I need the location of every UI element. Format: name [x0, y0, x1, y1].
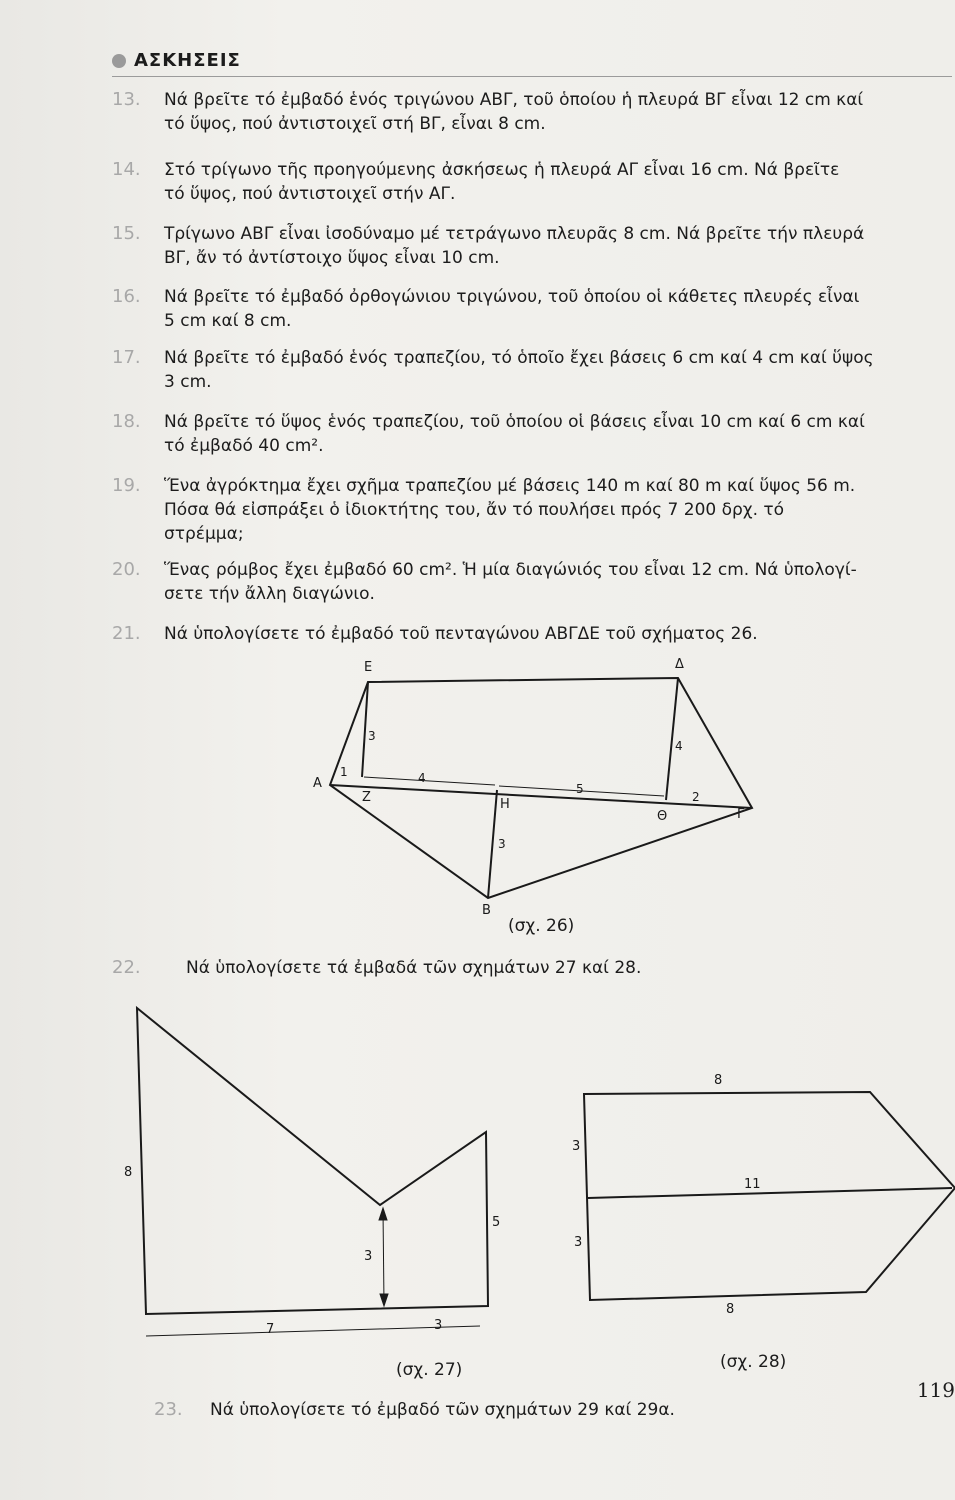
- dim-27-right: 5: [492, 1215, 501, 1230]
- exercise-number: 15.: [112, 223, 141, 244]
- exercise-number: 23.: [154, 1399, 183, 1420]
- arrow-up-icon: [379, 1208, 387, 1220]
- section-title: ΑΣΚΗΣΕΙΣ: [134, 50, 241, 71]
- exercise-line: ΒΓ, ἄν τό ἀντίστοιχο ὕψος εἶναι 10 cm.: [164, 248, 500, 268]
- page-number: 119: [916, 1378, 955, 1402]
- exercise-line: Νά ὑπολογίσετε τό ἐμβαδό τῶν σχημάτων 29 καί 29α.: [210, 1400, 675, 1420]
- point-label-th: Θ: [657, 809, 668, 824]
- exercise-line: Νά βρεῖτε τό ἐμβαδό ὀρθογώνιου τριγώνου, τοῦ ὁποίου οἱ κάθετες πλευρές εἶναι: [164, 287, 860, 307]
- exercise-line: Νά βρεῖτε τό ὕψος ἑνός τραπεζίου, τοῦ ὁποίου οἱ βάσεις εἶναι 10 cm καί 6 cm καί: [164, 412, 865, 432]
- exercise-number: 16.: [112, 286, 141, 307]
- figure-27-caption: (σχ. 27): [396, 1360, 463, 1380]
- exercise-number: 18.: [112, 411, 141, 432]
- figure-28-caption: (σχ. 28): [720, 1352, 787, 1372]
- exercise-line: Ἕνα ἀγρόκτημα ἔχει σχῆμα τραπεζίου μέ βάσεις 140 m καί 80 m καί ὕψος 56 m.: [164, 476, 856, 496]
- exercise-number: 14.: [112, 159, 141, 180]
- dim-hth: 5: [576, 782, 584, 796]
- point-label-g: Γ: [737, 807, 745, 822]
- dim-27-inner: 3: [364, 1249, 373, 1264]
- dim-27-left: 8: [124, 1165, 133, 1180]
- exercise-line: Νά βρεῖτε τό ἐμβαδό ἑνός τραπεζίου, τό ὁποῖο ἔχει βάσεις 6 cm καί 4 cm καί ὕψος: [164, 348, 874, 368]
- exercise-number: 19.: [112, 475, 141, 496]
- exercise-line: στρέμμα;: [164, 524, 244, 544]
- point-label-z: Ζ: [362, 790, 371, 805]
- dim-27-bottom-left: 7: [266, 1322, 275, 1337]
- exercise-line: τό ὕψος, πού ἀντιστοιχεῖ στή ΒΓ, εἶναι 8 cm.: [164, 114, 546, 134]
- point-label-a: Α: [313, 776, 322, 791]
- dim-line-27-bottom: [146, 1326, 480, 1336]
- exercise-line: 3 cm.: [164, 372, 212, 392]
- exercise-number: 22.: [112, 957, 141, 978]
- dim-thg: 2: [692, 790, 700, 804]
- dim-28-top: 8: [714, 1073, 723, 1088]
- dim-line-27-inner: [383, 1210, 384, 1304]
- exercise-line: Νά βρεῖτε τό ἐμβαδό ἑνός τριγώνου ΑΒΓ, τοῦ ὁποίου ἡ πλευρά ΒΓ εἶναι 12 cm καί: [164, 90, 864, 110]
- point-label-d: Δ: [675, 657, 684, 672]
- dim-zh: 4: [418, 771, 426, 785]
- point-label-e: Ε: [364, 660, 373, 675]
- figure-28-midline: [588, 1188, 952, 1198]
- exercise-line: Ἕνας ρόμβος ἔχει ἐμβαδό 60 cm². Ἡ μία διαγώνιός του εἶναι 12 cm. Νά ὑπολογί-: [164, 560, 857, 580]
- exercise-line: Νά ὑπολογίσετε τά ἐμβαδά τῶν σχημάτων 27 καί 28.: [186, 958, 642, 978]
- exercise-line: τό ἐμβαδό 40 cm².: [164, 436, 324, 456]
- exercise-line: Στό τρίγωνο τῆς προηγούμενης ἀσκήσεως ἡ πλευρά ΑΓ εἶναι 16 cm. Νά βρεῖτε: [164, 160, 840, 180]
- figure-26-caption: (σχ. 26): [508, 916, 575, 936]
- dim-28-middle: 11: [744, 1177, 761, 1192]
- exercise-23: [112, 1398, 942, 1422]
- point-label-b: Β: [482, 903, 491, 918]
- dim-hb: 3: [498, 837, 506, 851]
- exercise-number: 13.: [112, 89, 141, 110]
- exercise-line: 5 cm καί 8 cm.: [164, 311, 292, 331]
- exercise-line: σετε τήν ἄλλη διαγώνιο.: [164, 584, 375, 604]
- dim-28-bottom: 8: [726, 1302, 735, 1317]
- exercise-line: Νά ὑπολογίσετε τό ἐμβαδό τοῦ πενταγώνου ΑΒΓΔΕ τοῦ σχήματος 26.: [164, 624, 758, 644]
- exercise-number: 17.: [112, 347, 141, 368]
- dim-27-bottom-right: 3: [434, 1318, 443, 1333]
- exercise-line: Τρίγωνο ΑΒΓ εἶναι ἰσοδύναμο μέ τετράγωνο πλευρᾶς 8 cm. Νά βρεῖτε τήν πλευρά: [164, 224, 865, 244]
- exercise-number: 21.: [112, 623, 141, 644]
- dim-ez: 3: [368, 729, 376, 743]
- dim-28-left-bottom: 3: [574, 1235, 583, 1250]
- exercise-line: τό ὕψος, πού ἀντιστοιχεῖ στήν ΑΓ.: [164, 184, 456, 204]
- exercise-number: 20.: [112, 559, 141, 580]
- dim-28-left-top: 3: [572, 1139, 581, 1154]
- dim-dth: 4: [675, 739, 683, 753]
- arrow-down-icon: [380, 1294, 388, 1306]
- figure-27-outline: [137, 1008, 488, 1314]
- point-label-h: Η: [500, 797, 510, 812]
- exercise-line: Πόσα θά εἰσπράξει ὁ ἰδιοκτήτης του, ἄν τό πουλήσει πρός 7 200 δρχ. τό: [164, 500, 785, 520]
- dim-az: 1: [340, 765, 348, 779]
